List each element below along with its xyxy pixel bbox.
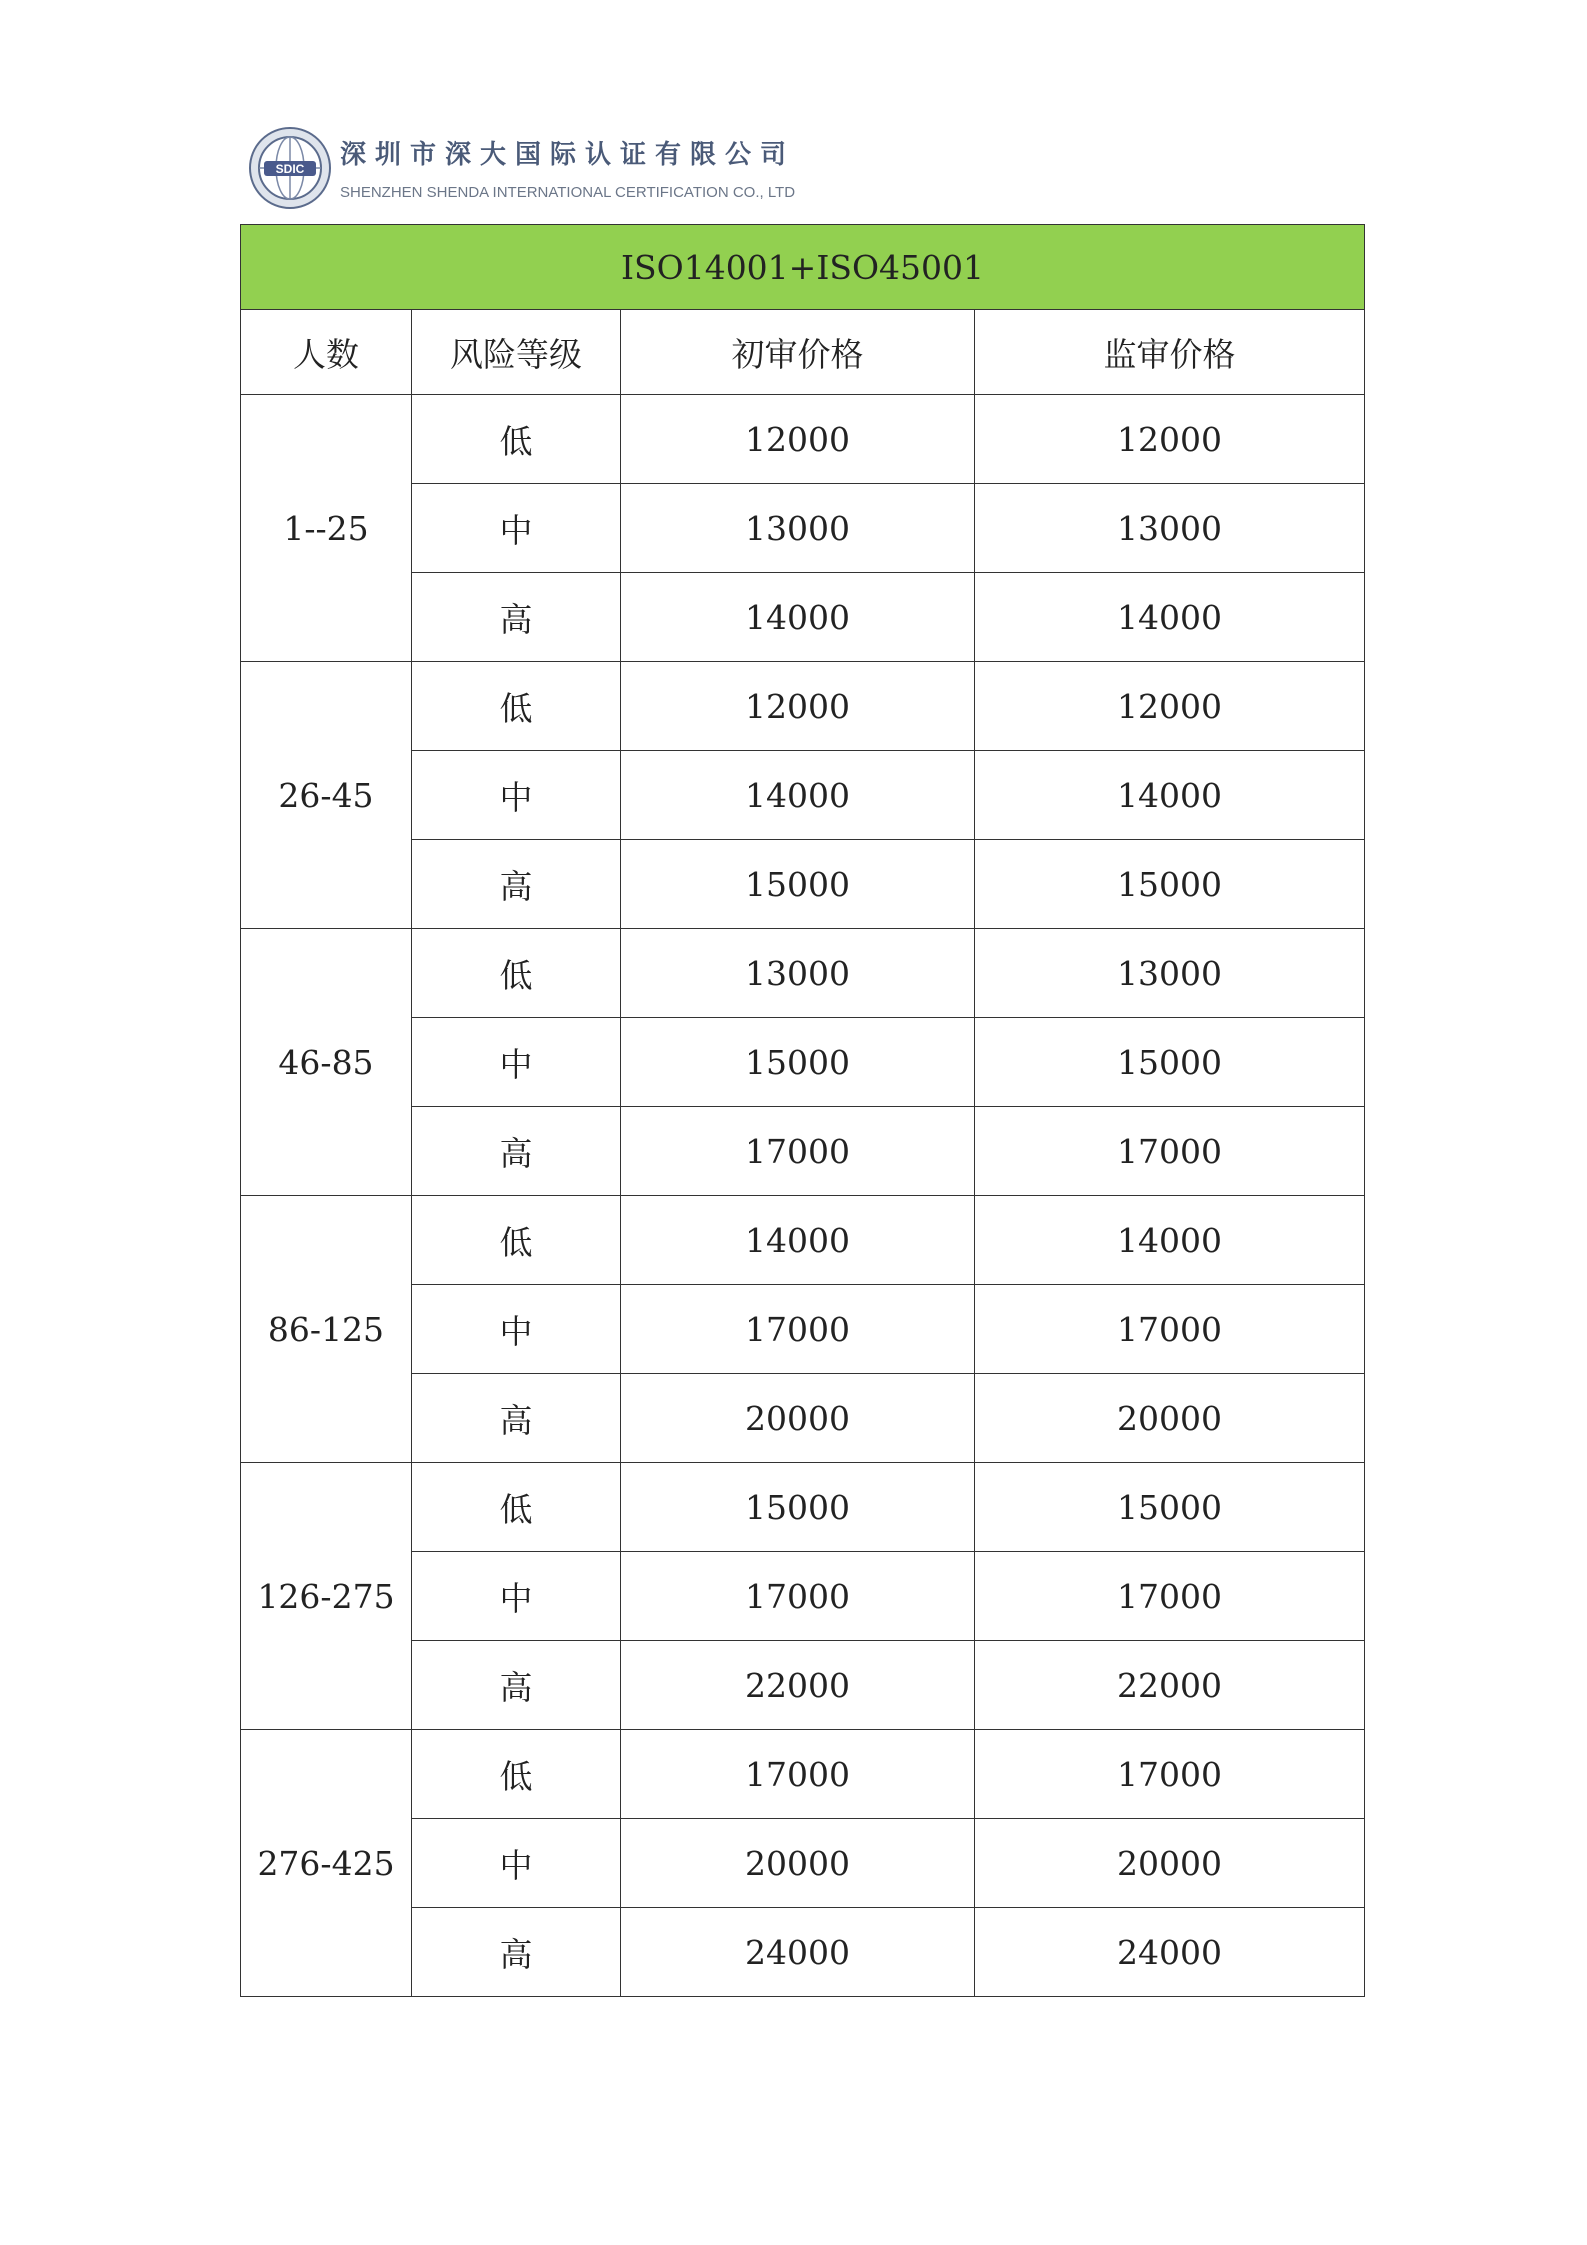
company-logo-icon — [248, 126, 332, 210]
risk-level-cell: 中 — [412, 1018, 621, 1107]
surveillance-price-cell: 17000 — [975, 1730, 1365, 1819]
risk-level-cell: 中 — [412, 484, 621, 573]
risk-level-cell: 高 — [412, 573, 621, 662]
risk-level-cell: 低 — [412, 1730, 621, 1819]
surveillance-price-cell: 24000 — [975, 1908, 1365, 1997]
initial-price-cell: 12000 — [621, 662, 975, 751]
headcount-range-cell: 1--25 — [241, 395, 412, 662]
table-row — [241, 1463, 1365, 1552]
risk-level-cell: 高 — [412, 1641, 621, 1730]
initial-price-cell: 15000 — [621, 1463, 975, 1552]
risk-level-cell: 高 — [412, 1107, 621, 1196]
initial-price-cell: 17000 — [621, 1107, 975, 1196]
price-table — [240, 224, 1365, 1997]
initial-price-cell: 13000 — [621, 484, 975, 573]
table-header-row — [241, 310, 1365, 395]
header-surveillance-price: 监审价格 — [975, 310, 1365, 395]
risk-level-cell: 高 — [412, 840, 621, 929]
surveillance-price-cell: 17000 — [975, 1552, 1365, 1641]
company-name-cn: 深圳市深大国际认证有限公司 — [340, 140, 796, 170]
table-row — [241, 1730, 1365, 1819]
surveillance-price-cell: 20000 — [975, 1374, 1365, 1463]
surveillance-price-cell: 12000 — [975, 395, 1365, 484]
surveillance-price-cell: 14000 — [975, 751, 1365, 840]
headcount-range-cell: 26-45 — [241, 662, 412, 929]
table-row — [241, 929, 1365, 1018]
table-row — [241, 662, 1365, 751]
initial-price-cell: 14000 — [621, 573, 975, 662]
table-title-row — [241, 225, 1365, 310]
initial-price-cell: 15000 — [621, 840, 975, 929]
surveillance-price-cell: 17000 — [975, 1285, 1365, 1374]
risk-level-cell: 低 — [412, 662, 621, 751]
initial-price-cell: 17000 — [621, 1552, 975, 1641]
surveillance-price-cell: 14000 — [975, 573, 1365, 662]
initial-price-cell: 17000 — [621, 1730, 975, 1819]
initial-price-cell: 14000 — [621, 751, 975, 840]
table-body — [241, 395, 1365, 1997]
risk-level-cell: 低 — [412, 929, 621, 1018]
surveillance-price-cell: 15000 — [975, 1018, 1365, 1107]
headcount-range-cell: 86-125 — [241, 1196, 412, 1463]
header-headcount: 人数 — [241, 310, 412, 395]
surveillance-price-cell: 15000 — [975, 840, 1365, 929]
risk-level-cell: 低 — [412, 395, 621, 484]
risk-level-cell: 中 — [412, 751, 621, 840]
risk-level-cell: 高 — [412, 1908, 621, 1997]
surveillance-price-cell: 15000 — [975, 1463, 1365, 1552]
surveillance-price-cell: 20000 — [975, 1819, 1365, 1908]
initial-price-cell: 12000 — [621, 395, 975, 484]
risk-level-cell: 中 — [412, 1285, 621, 1374]
initial-price-cell: 14000 — [621, 1196, 975, 1285]
initial-price-cell: 20000 — [621, 1819, 975, 1908]
surveillance-price-cell: 13000 — [975, 484, 1365, 573]
headcount-range-cell: 46-85 — [241, 929, 412, 1196]
risk-level-cell: 中 — [412, 1552, 621, 1641]
table-row — [241, 1196, 1365, 1285]
headcount-range-cell: 126-275 — [241, 1463, 412, 1730]
surveillance-price-cell: 17000 — [975, 1107, 1365, 1196]
initial-price-cell: 24000 — [621, 1908, 975, 1997]
surveillance-price-cell: 13000 — [975, 929, 1365, 1018]
risk-level-cell: 中 — [412, 1819, 621, 1908]
header-initial-price: 初审价格 — [621, 310, 975, 395]
table-row — [241, 395, 1365, 484]
initial-price-cell: 13000 — [621, 929, 975, 1018]
surveillance-price-cell: 22000 — [975, 1641, 1365, 1730]
company-header — [248, 124, 848, 214]
risk-level-cell: 低 — [412, 1196, 621, 1285]
logo-text: SDIC — [275, 162, 305, 176]
table-title: ISO14001+ISO45001 — [241, 225, 1365, 310]
initial-price-cell: 20000 — [621, 1374, 975, 1463]
headcount-range-cell: 276-425 — [241, 1730, 412, 1997]
initial-price-cell: 17000 — [621, 1285, 975, 1374]
initial-price-cell: 15000 — [621, 1018, 975, 1107]
header-risk-level: 风险等级 — [412, 310, 621, 395]
risk-level-cell: 高 — [412, 1374, 621, 1463]
surveillance-price-cell: 12000 — [975, 662, 1365, 751]
company-name-en: SHENZHEN SHENDA INTERNATIONAL CERTIFICATION CO., LTD — [340, 184, 796, 201]
risk-level-cell: 低 — [412, 1463, 621, 1552]
initial-price-cell: 22000 — [621, 1641, 975, 1730]
surveillance-price-cell: 14000 — [975, 1196, 1365, 1285]
